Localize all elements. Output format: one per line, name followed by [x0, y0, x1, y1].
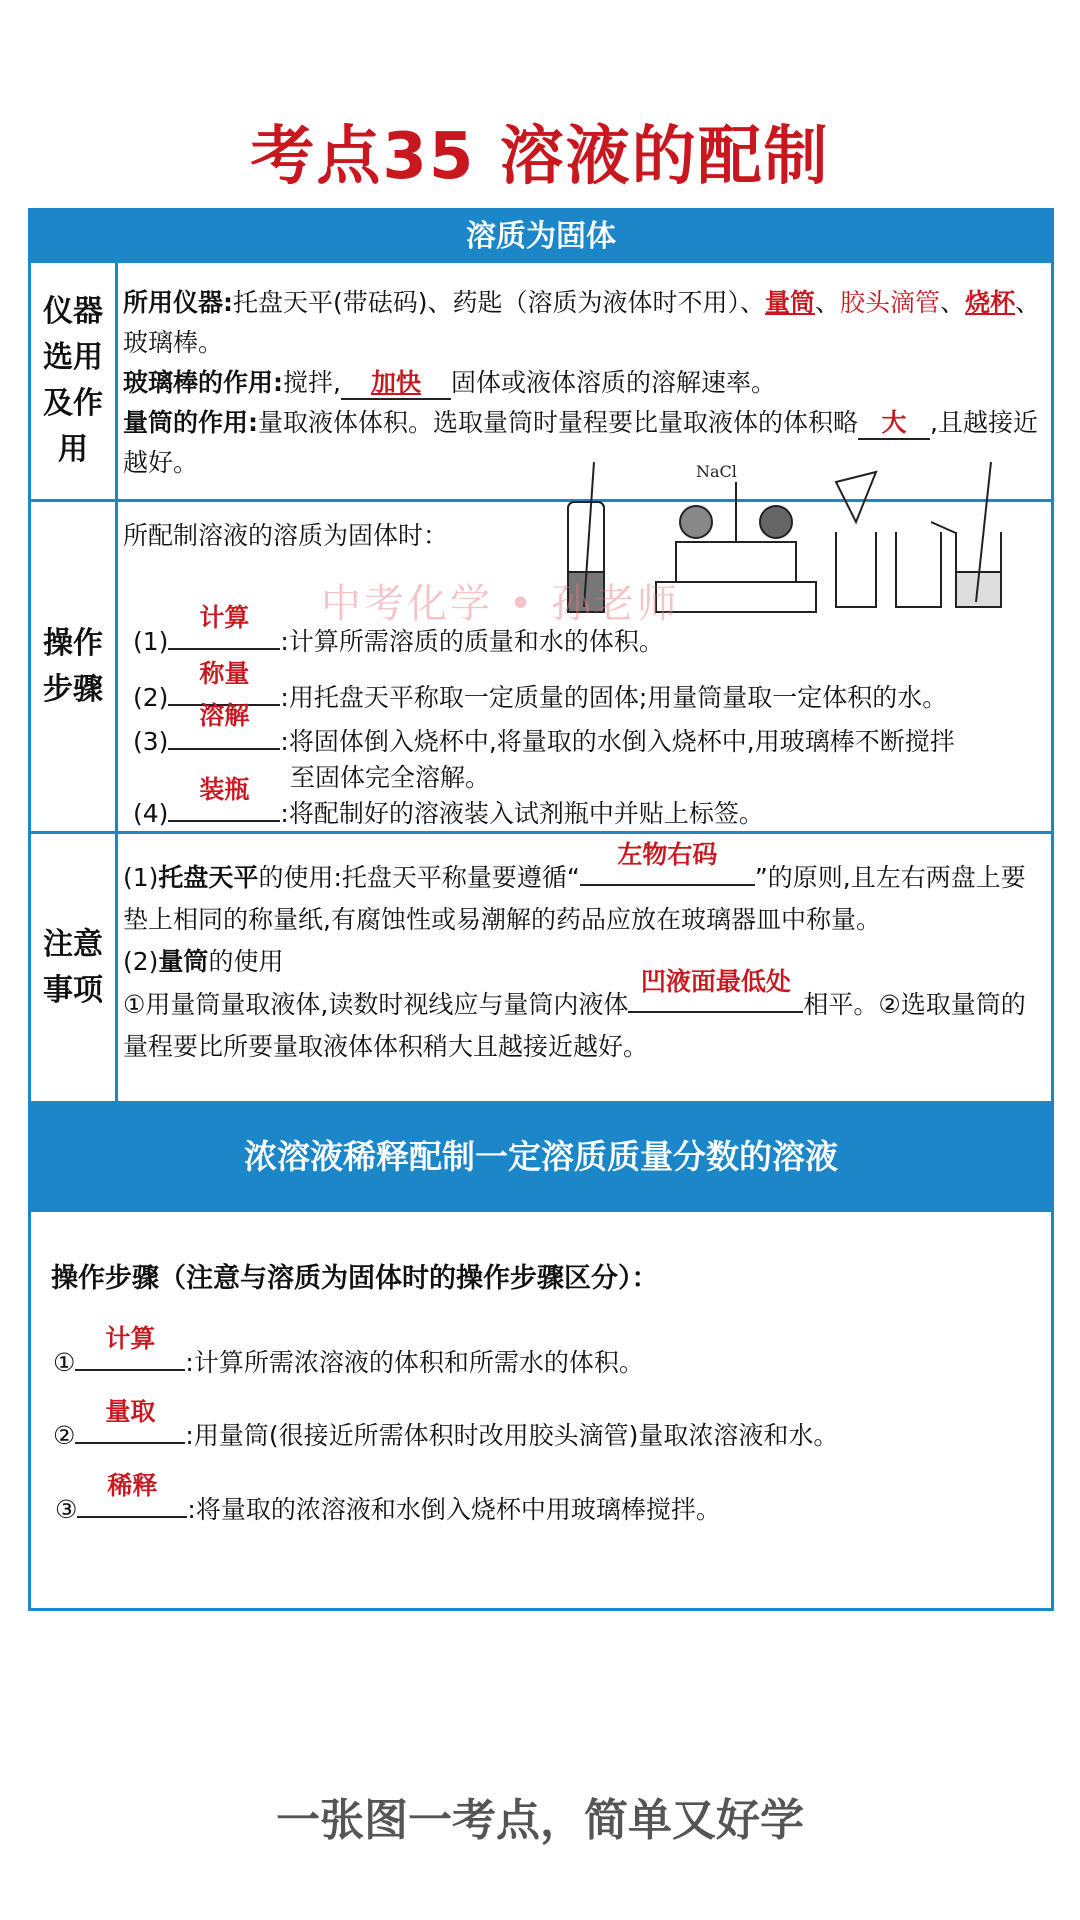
text: :计算所需浓溶液的体积和所需水的体积。 [185, 1348, 644, 1377]
answer: 称量 [199, 659, 250, 688]
text: 的使用 [208, 947, 284, 976]
dilution-step-3 [55, 1471, 721, 1526]
answer: 溶解 [199, 701, 250, 730]
watermark: 中考化学 • 孙老师 [321, 581, 681, 627]
step-1 [133, 603, 664, 658]
text: 量取液体体积。选取量筒时量程要比量取液体的体积略 [258, 408, 859, 437]
bold: 托盘天平 [158, 863, 259, 892]
text: :将固体倒入烧杯中,将量取的水倒入烧杯中,用玻璃棒不断搅拌 [280, 727, 955, 756]
sep: 、 [815, 288, 841, 317]
answer: 计算 [199, 603, 250, 632]
row-body [123, 840, 1043, 1068]
answer-dropper: 胶头滴管 [840, 288, 941, 317]
num: (1) [123, 863, 159, 892]
text: :用量筒(很接近所需体积时改用胶头滴管)量取浓溶液和水。 [185, 1421, 839, 1450]
row-label: 注意事项 [31, 834, 118, 1101]
section1-header: 溶质为固体 [31, 211, 1051, 263]
text: 搅拌, [283, 368, 341, 397]
section2-header: 浓溶液稀释配制一定溶质质量分数的溶液 [31, 1101, 1051, 1212]
row-label: 仪器选用及作用 [31, 263, 118, 499]
section2-intro: 操作步骤（注意与溶质为固体时的操作步骤区分）： [51, 1263, 659, 1294]
num: ① [53, 1348, 76, 1377]
answer-blank: 加快 [341, 368, 451, 400]
num: ② [53, 1421, 76, 1450]
text: 的使用:托盘天平称量要遵循“ [258, 863, 580, 892]
num: (1) [133, 627, 169, 656]
footer-slogan: 一张图一考点，简单又好学 [276, 1795, 804, 1846]
answer-beaker: 烧杯 [965, 288, 1016, 317]
text: :将量取的浓溶液和水倒入烧杯中用玻璃棒搅拌。 [187, 1495, 721, 1524]
num: (2) [133, 683, 169, 712]
text: 固体或液体溶质的溶解速率。 [450, 368, 776, 397]
text: :用托盘天平称取一定质量的固体;用量筒量取一定体积的水。 [280, 683, 948, 712]
page-title: 考点35 溶液的配制 [250, 120, 830, 194]
num: (4) [133, 799, 169, 828]
label: 所用仪器: [123, 288, 233, 317]
steps-intro: 所配制溶液的溶质为固体时： [123, 521, 449, 550]
answer: 稀释 [107, 1471, 158, 1500]
text: 相平。②选取量筒的量程要比所要量取液体体积稍大且越接近越好。 [123, 990, 1026, 1061]
answer: 装瓶 [199, 775, 250, 804]
text: :计算所需溶质的质量和水的体积。 [280, 627, 664, 656]
answer-blank: 大 [858, 408, 930, 440]
text: ”的原则,且左右两盘上要垫上相同的称量纸,有腐蚀性或易潮解的药品应放在玻璃器皿中称量。 [123, 863, 1026, 934]
row-notes [31, 831, 1051, 1101]
sep: 、 [940, 288, 966, 317]
answer: 计算 [105, 1324, 156, 1353]
num: (3) [133, 727, 169, 756]
dilution-step-2 [53, 1397, 839, 1452]
row-label: 操作步骤 [31, 502, 118, 831]
answer: 凹液面最低处 [640, 967, 791, 996]
answer-cylinder: 量筒 [765, 288, 816, 317]
answer: 量取 [105, 1397, 156, 1426]
text: 至固体完全溶解。 [290, 763, 491, 792]
num: (2) [123, 947, 159, 976]
dilution-step-1 [53, 1324, 644, 1379]
text: :将配制好的溶液装入试剂瓶中并贴上标签。 [280, 799, 764, 828]
text: ①用量筒量取液体,读数时视线应与量筒内液体 [123, 990, 629, 1019]
row-steps [31, 462, 1051, 831]
content-table [28, 208, 1054, 1611]
text: 托盘天平(带砝码)、药匙（溶质为液体时不用）、 [233, 288, 766, 317]
label: 玻璃棒的作用: [123, 368, 283, 397]
num: ③ [55, 1495, 78, 1524]
answer: 左物右码 [617, 840, 718, 869]
text: 、玻璃棒。 [123, 288, 1041, 357]
nacl-label: NaCl [696, 462, 737, 481]
bold: 量筒 [158, 947, 209, 976]
label: 量筒的作用: [123, 408, 258, 437]
text: ,且越接近越好。 [123, 408, 1038, 477]
